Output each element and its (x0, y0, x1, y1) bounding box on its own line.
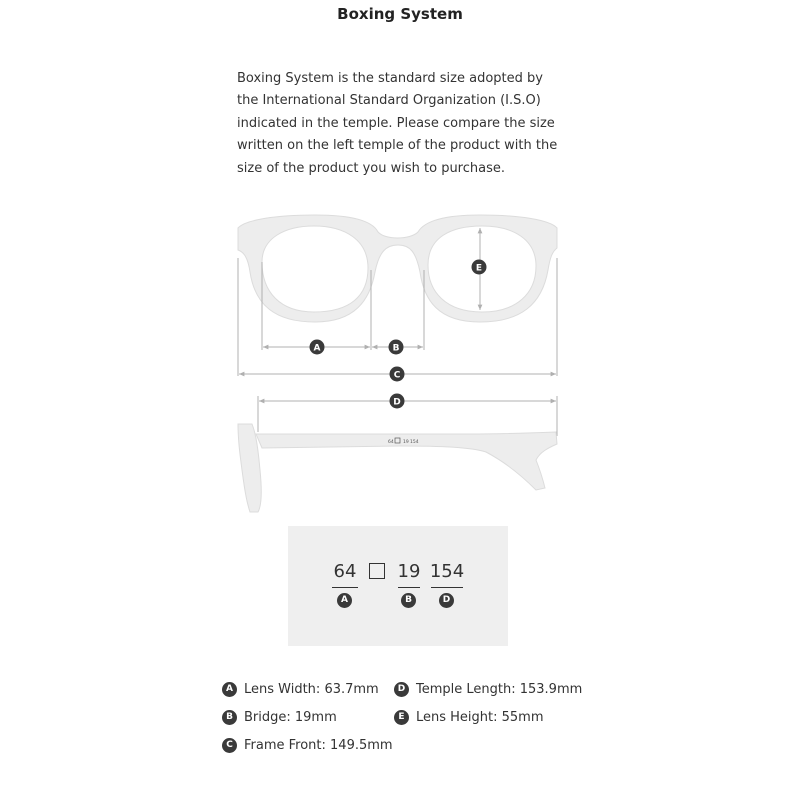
badge-b (389, 340, 404, 355)
size-bridge: 19 (397, 561, 421, 582)
size-temple-length: 154 (429, 561, 465, 582)
size-badge-d: D (439, 593, 454, 608)
legend-badge-a: A (222, 682, 237, 697)
badge-e (472, 260, 487, 275)
page-title: Boxing System (337, 5, 463, 23)
badge-d-label: D (393, 397, 401, 408)
size-lens-width: 64 (333, 561, 357, 582)
badge-c (390, 367, 405, 382)
badge-a (310, 340, 325, 355)
legend-badge-c: C (222, 738, 237, 753)
boxing-square-symbol (369, 563, 385, 579)
badge-c-label: C (393, 370, 401, 381)
legend-item-lens-width (222, 680, 379, 698)
legend-text-frame-front: Frame Front: 149.5mm (244, 737, 393, 753)
legend-item-lens-height (394, 708, 544, 726)
size-badge-b: B (401, 593, 416, 608)
size-lens-underline (332, 587, 358, 588)
legend-badge-e: E (394, 710, 409, 725)
size-badge-a: A (337, 593, 352, 608)
legend-badge-b: B (222, 710, 237, 725)
legend-badge-d: D (394, 682, 409, 697)
legend-text-lens-width: Lens Width: 63.7mm (244, 681, 379, 697)
temple-print-bridge: 19 (403, 440, 409, 445)
size-bridge-underline (398, 587, 420, 588)
badge-d (390, 394, 405, 409)
size-temple-underline (431, 587, 463, 588)
legend-item-bridge (222, 708, 337, 726)
badge-b-label: B (392, 343, 400, 354)
dimension-d (258, 396, 557, 436)
legend-item-temple-length (394, 680, 582, 698)
badge-e-label: E (475, 263, 483, 274)
legend-text-bridge: Bridge: 19mm (244, 709, 337, 725)
frame-side-view (238, 424, 557, 512)
badge-a-label: A (313, 343, 321, 354)
legend-text-temple-length: Temple Length: 153.9mm (416, 681, 583, 697)
description-text: Boxing System is the standard size adopted by the International Standard Organization (I.S.O) indicated in the temple. Please compare the size written on the left temple of the product with the size of the product you wish to purchase. (237, 71, 558, 176)
legend-text-lens-height: Lens Height: 55mm (416, 709, 544, 725)
temple-print-temple: 154 (410, 440, 419, 445)
size-marking-box (288, 526, 508, 646)
frame-front-shape (238, 215, 557, 322)
legend-item-frame-front (222, 736, 393, 754)
temple-print-lens: 64 (388, 440, 394, 445)
